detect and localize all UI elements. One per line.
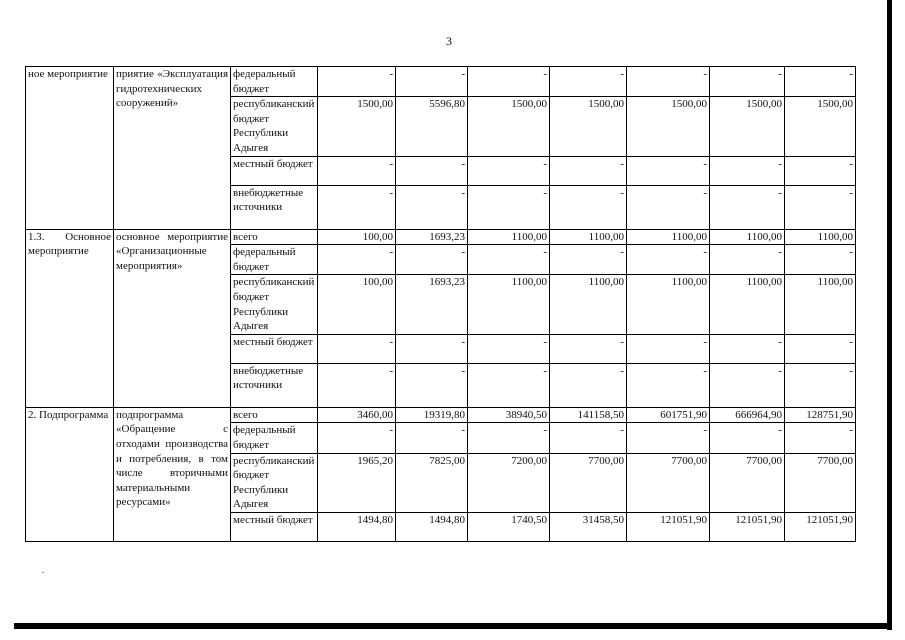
amount-cell: - (627, 334, 710, 363)
amount-cell: - (318, 363, 396, 407)
amount-cell: 1965,20 (318, 453, 396, 512)
amount-cell: - (468, 363, 550, 407)
amount-cell: 1100,00 (785, 275, 856, 334)
amount-cell: - (396, 245, 468, 275)
amount-cell: 1740,50 (468, 512, 550, 541)
page-number: 3 (446, 34, 452, 48)
measure-name-cell: приятие «Эксплуатация гидротехнических сооружений» (114, 67, 231, 230)
amount-cell: - (468, 67, 550, 97)
funding-source-cell: республиканский бюджет Республики Адыгея (231, 97, 318, 156)
measure-name-cell: основное мероприятие «Организационные мероприятия» (114, 229, 231, 407)
amount-cell: - (710, 423, 785, 453)
amount-cell: - (468, 156, 550, 185)
amount-cell: - (318, 423, 396, 453)
amount-cell: 1100,00 (627, 229, 710, 245)
amount-cell: - (318, 156, 396, 185)
amount-cell: 19319,80 (396, 407, 468, 423)
amount-cell: 1494,80 (396, 512, 468, 541)
amount-cell: - (396, 67, 468, 97)
funding-source-cell: местный бюджет (231, 334, 318, 363)
amount-cell: 7700,00 (627, 453, 710, 512)
amount-cell: - (468, 334, 550, 363)
amount-cell: 7700,00 (550, 453, 627, 512)
amount-cell: 1100,00 (468, 229, 550, 245)
amount-cell: 5596,80 (396, 97, 468, 156)
amount-cell: - (710, 156, 785, 185)
amount-cell: 1100,00 (710, 229, 785, 245)
amount-cell: 121051,90 (785, 512, 856, 541)
amount-cell: 1500,00 (710, 97, 785, 156)
amount-cell: 7700,00 (785, 453, 856, 512)
amount-cell: - (550, 67, 627, 97)
amount-cell: 601751,90 (627, 407, 710, 423)
amount-cell: - (785, 67, 856, 97)
amount-cell: 1100,00 (550, 275, 627, 334)
amount-cell: - (785, 245, 856, 275)
amount-cell: 1693,23 (396, 229, 468, 245)
amount-cell: 1100,00 (627, 275, 710, 334)
table-row (26, 67, 856, 97)
amount-cell: - (710, 245, 785, 275)
measure-name-cell: подпрограмма «Обращение с отходами производства и потребления, в том числе вторичными материальными ресурсами» (114, 407, 231, 541)
amount-cell: 128751,90 (785, 407, 856, 423)
amount-cell: - (627, 423, 710, 453)
measure-number-cell: 1.3. Основное мероприятие (26, 229, 114, 407)
amount-cell: - (550, 245, 627, 275)
amount-cell: - (396, 423, 468, 453)
scan-speck (42, 572, 44, 573)
funding-source-cell: федеральный бюджет (231, 245, 318, 275)
amount-cell: - (710, 185, 785, 229)
amount-cell: - (627, 363, 710, 407)
amount-cell: - (318, 67, 396, 97)
funding-source-cell: федеральный бюджет (231, 67, 318, 97)
amount-cell: 121051,90 (710, 512, 785, 541)
table-row (26, 407, 856, 423)
amount-cell: - (396, 185, 468, 229)
amount-cell: - (396, 156, 468, 185)
amount-cell: 1500,00 (318, 97, 396, 156)
amount-cell: 38940,50 (468, 407, 550, 423)
funding-source-cell: республиканский бюджет Республики Адыгея (231, 453, 318, 512)
amount-cell: - (468, 185, 550, 229)
amount-cell: - (468, 245, 550, 275)
amount-cell: 1494,80 (318, 512, 396, 541)
amount-cell: 1500,00 (785, 97, 856, 156)
amount-cell: - (627, 185, 710, 229)
amount-cell: 1500,00 (468, 97, 550, 156)
amount-cell: 1100,00 (550, 229, 627, 245)
amount-cell: - (550, 423, 627, 453)
amount-cell: 100,00 (318, 275, 396, 334)
amount-cell: 1693,23 (396, 275, 468, 334)
amount-cell: - (318, 334, 396, 363)
amount-cell: 100,00 (318, 229, 396, 245)
amount-cell: 7825,00 (396, 453, 468, 512)
amount-cell: - (710, 363, 785, 407)
funding-source-cell: внебюджетные источники (231, 363, 318, 407)
amount-cell: - (396, 363, 468, 407)
funding-source-cell: внебюджетные источники (231, 185, 318, 229)
amount-cell: - (710, 334, 785, 363)
amount-cell: - (785, 363, 856, 407)
amount-cell: - (785, 334, 856, 363)
table-row (26, 229, 856, 245)
amount-cell: 1100,00 (785, 229, 856, 245)
measure-number-cell: 2. Подпрограмма (26, 407, 114, 541)
amount-cell: - (550, 156, 627, 185)
amount-cell: - (318, 185, 396, 229)
amount-cell: 1500,00 (627, 97, 710, 156)
budget-table (25, 66, 856, 542)
amount-cell: - (550, 185, 627, 229)
amount-cell: - (550, 363, 627, 407)
scan-edge-bottom (14, 623, 892, 629)
amount-cell: 3460,00 (318, 407, 396, 423)
funding-source-cell: всего (231, 407, 318, 423)
amount-cell: 121051,90 (627, 512, 710, 541)
amount-cell: - (468, 423, 550, 453)
amount-cell: - (785, 423, 856, 453)
amount-cell: - (627, 245, 710, 275)
amount-cell: - (627, 67, 710, 97)
amount-cell: 1100,00 (710, 275, 785, 334)
amount-cell: - (710, 67, 785, 97)
table-body (26, 67, 856, 542)
amount-cell: 141158,50 (550, 407, 627, 423)
amount-cell: 666964,90 (710, 407, 785, 423)
funding-source-cell: федеральный бюджет (231, 423, 318, 453)
amount-cell: 1100,00 (468, 275, 550, 334)
scan-edge-right (887, 0, 892, 630)
measure-number-cell: ное мероприятие (26, 67, 114, 230)
funding-source-cell: республиканский бюджет Республики Адыгея (231, 275, 318, 334)
amount-cell: 7200,00 (468, 453, 550, 512)
amount-cell: 1500,00 (550, 97, 627, 156)
amount-cell: - (785, 185, 856, 229)
funding-source-cell: местный бюджет (231, 512, 318, 541)
amount-cell: - (627, 156, 710, 185)
amount-cell: - (785, 156, 856, 185)
funding-source-cell: местный бюджет (231, 156, 318, 185)
amount-cell: - (396, 334, 468, 363)
amount-cell: 31458,50 (550, 512, 627, 541)
amount-cell: - (318, 245, 396, 275)
amount-cell: - (550, 334, 627, 363)
amount-cell: 7700,00 (710, 453, 785, 512)
funding-source-cell: всего (231, 229, 318, 245)
